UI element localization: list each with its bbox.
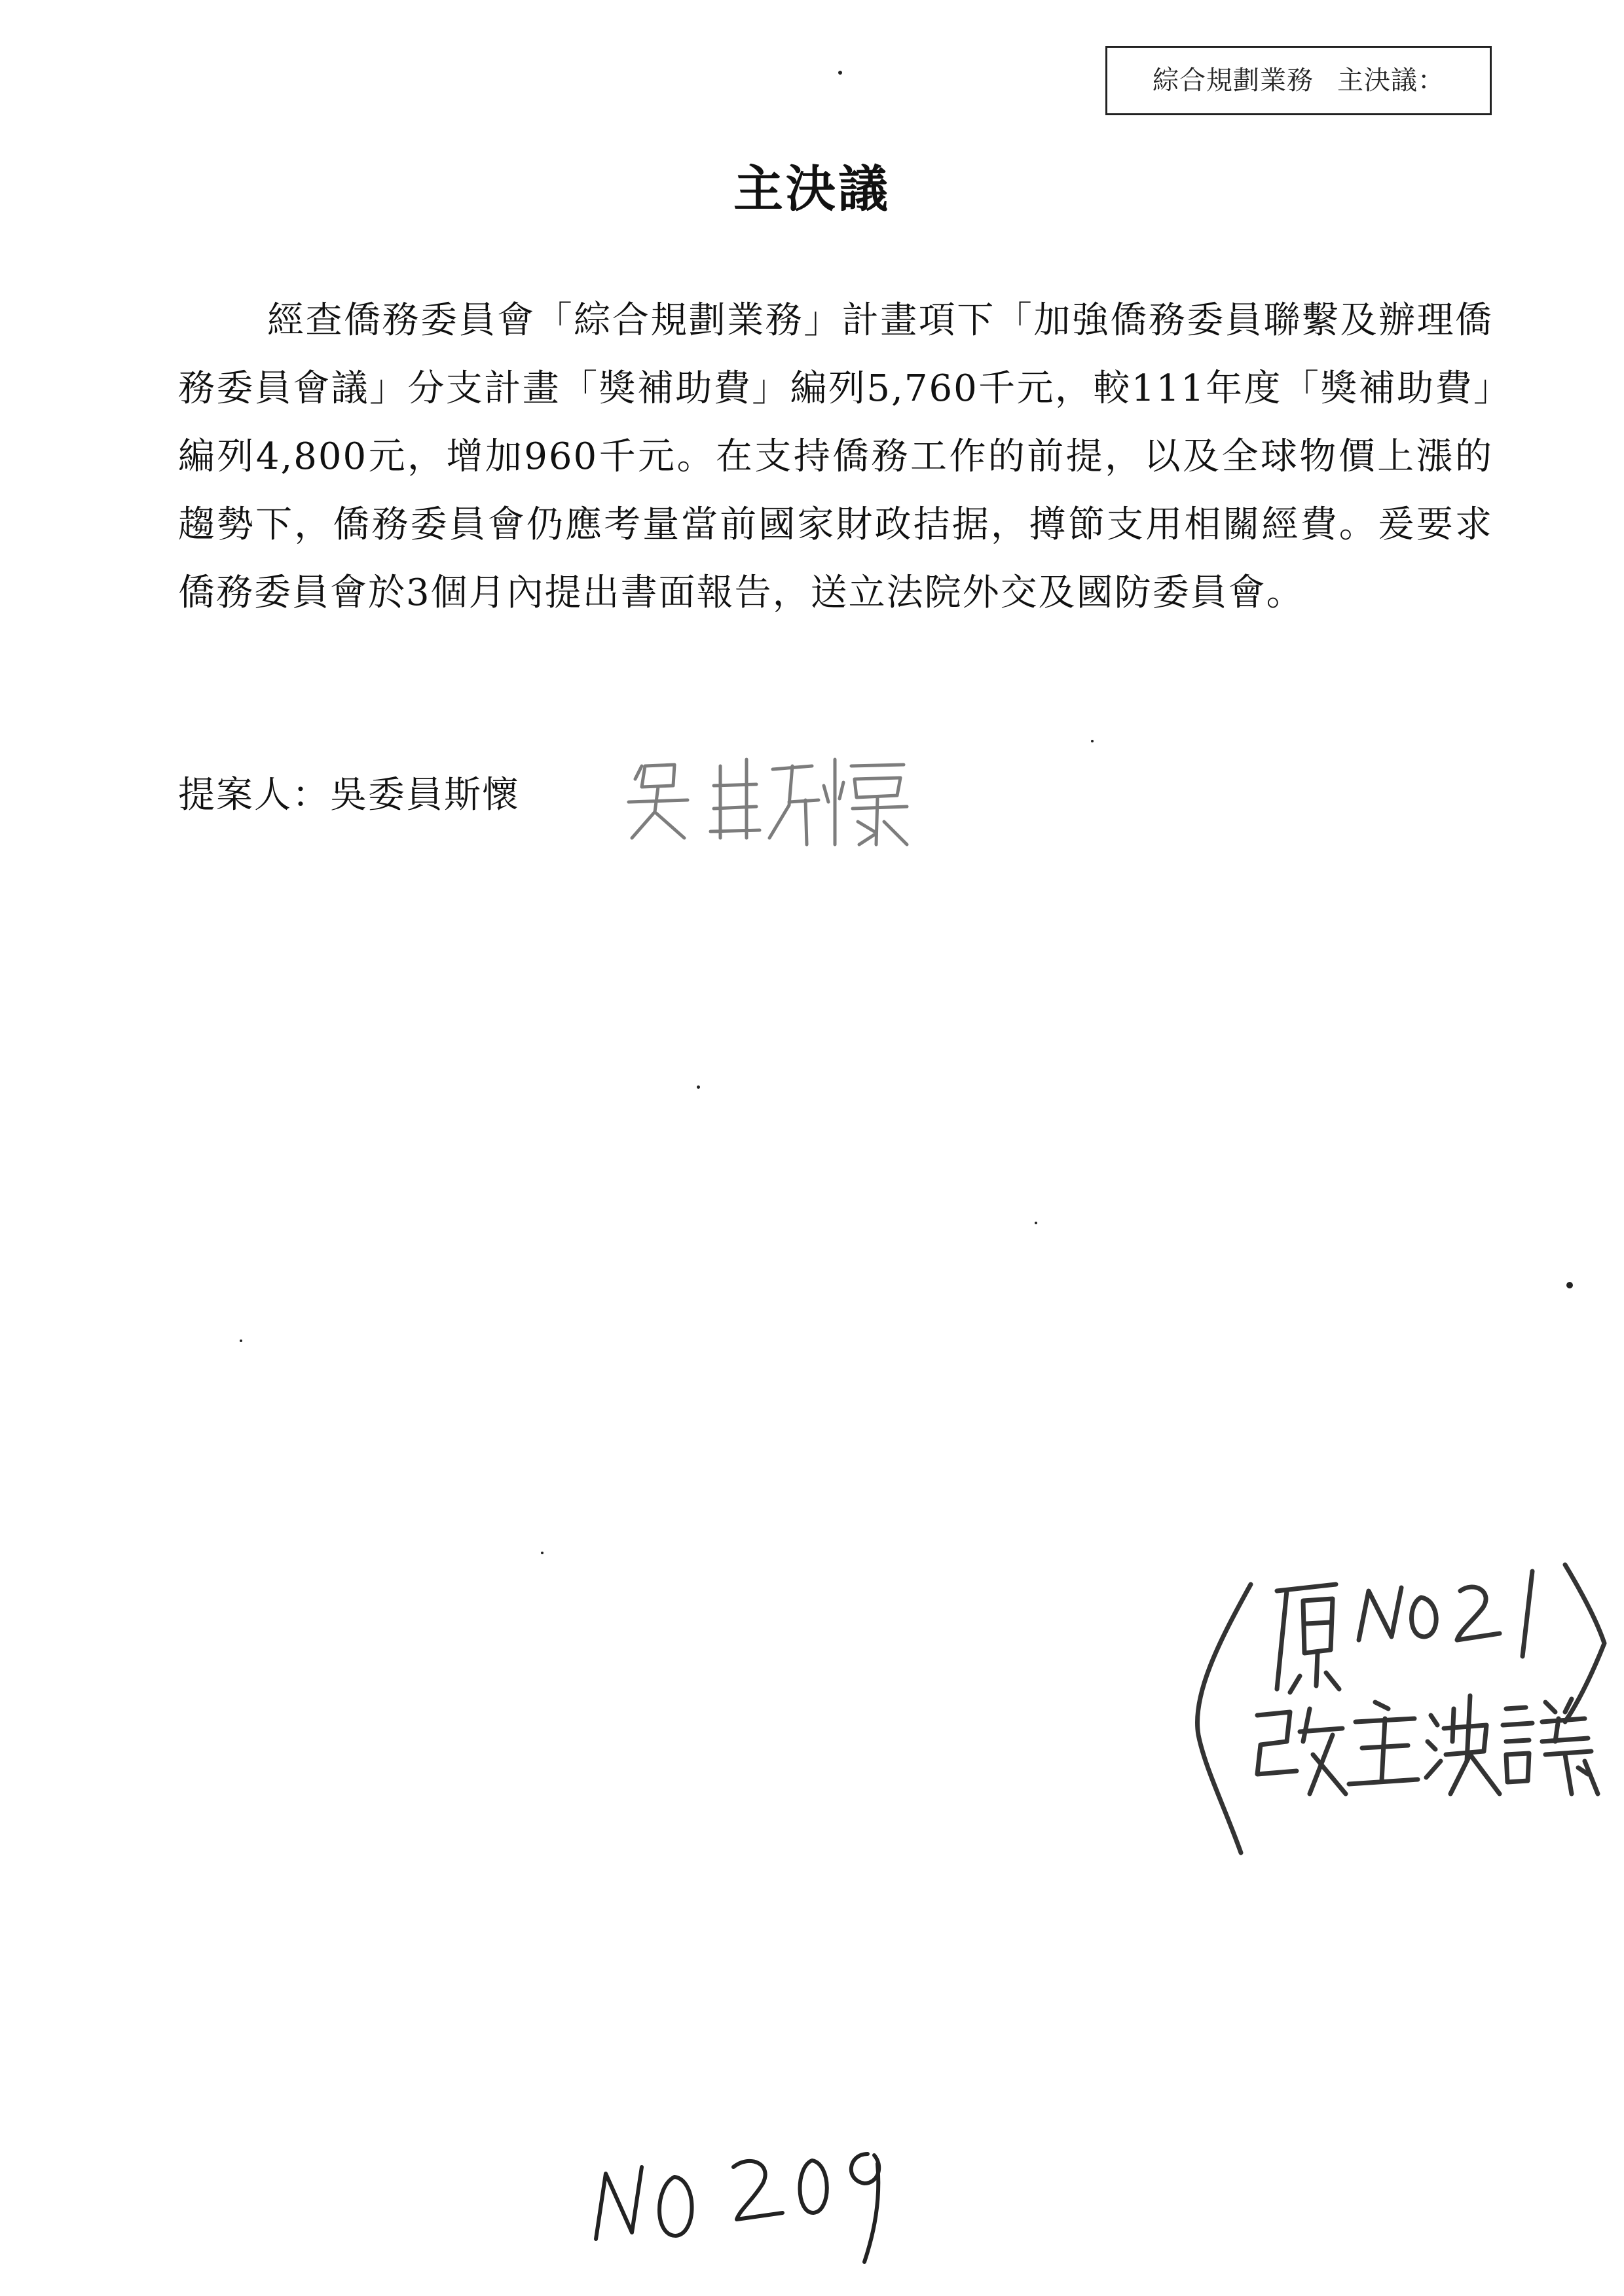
handwritten-doc-number (576, 2115, 904, 2272)
category-label-box (1105, 46, 1492, 115)
scan-speck (541, 1552, 544, 1554)
category-text: 綜合規劃業務 (1153, 65, 1314, 96)
handwritten-annotation (1179, 1545, 1624, 1872)
page-title: 主決議 (733, 160, 891, 218)
resolution-type-text: 主決議： (1337, 65, 1445, 96)
scan-speck (1035, 1222, 1037, 1224)
scan-speck (1566, 1282, 1573, 1288)
proposer-label: 提案人： (178, 774, 330, 816)
scan-speck (697, 1085, 700, 1089)
proposer-name: 吳委員斯懷 (330, 774, 520, 816)
scan-speck (838, 71, 842, 75)
handwritten-signature (616, 740, 917, 858)
resolution-body-text: 經查僑務委員會「綜合規劃業務」計畫項下「加強僑務委員聯繫及辦理僑務委員會議」分支計畫「獎補助費」編列5,760千元，較111年度「獎補助費」編列4,800元，增加960千元。在支持僑務工作的前提，以及全球物價上漲的趨勢下，僑務委員會仍應考量當前國家財政拮据，撙節支用相關經費。爰要求僑務委員會於3個月內提出書面報告，送立法院外交及國防委員會。 (178, 299, 1493, 614)
proposer-line (178, 766, 520, 818)
scan-speck (240, 1339, 242, 1342)
scan-speck (1091, 740, 1094, 742)
